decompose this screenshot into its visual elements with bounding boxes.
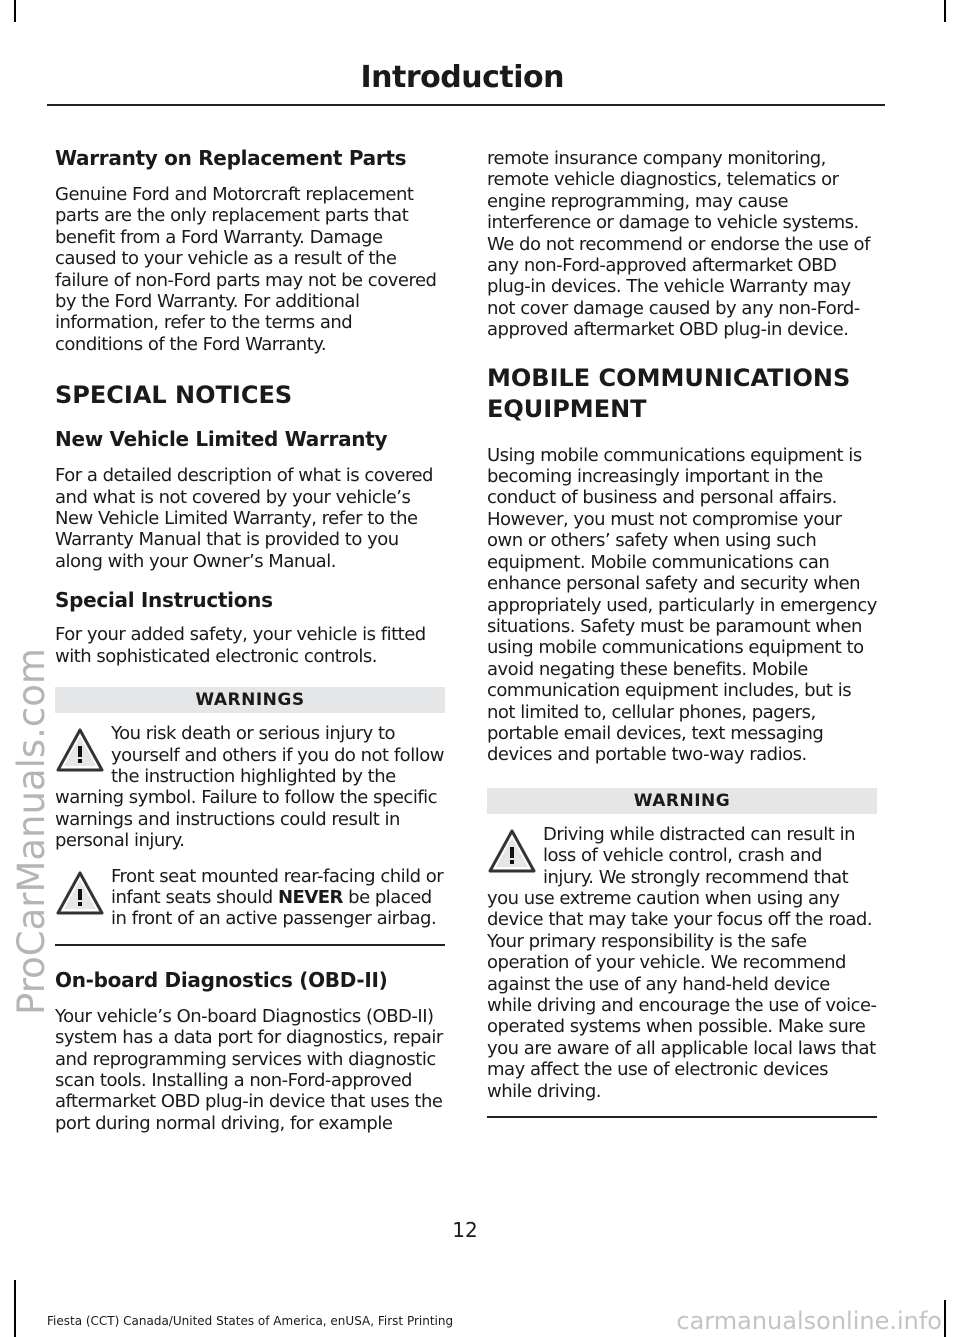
warning-triangle-icon xyxy=(55,870,105,916)
special-instructions-heading: Special Instructions xyxy=(55,588,273,613)
special-instructions-body: For your added safety, your vehicle is fitted with sophisticated electronic controls. xyxy=(55,624,426,667)
special-notices-heading: SPECIAL NOTICES xyxy=(55,381,293,410)
mobile-body: Using mobile communications equipment is becoming increasingly important in the conduct of business and personal affairs. However, you must not compromise your own or others’ safety when using such equipment. Mobile communications can enhance personal safety and security when appropriately used, particularly in emergency situations. Safety must be paramount when using mobile communications equipment to avoid negating these benefits. Mobile communication equipment includes, but is not limited to, cellular phones, pagers, portable email devices, text messaging devices and portable two-way radios. xyxy=(487,444,877,766)
mobile-heading-line2: EQUIPMENT xyxy=(487,394,647,423)
page-number: 12 xyxy=(452,1218,478,1242)
warning-item xyxy=(55,723,445,851)
page-title: Introduction xyxy=(360,60,564,95)
warning-triangle-icon xyxy=(487,828,537,874)
warning-text: be placed in front of an active passenger airbag. xyxy=(111,886,437,930)
warning-text: You risk death or serious injury to yourself and others if you do not follow the instruction highlighted by the warning symbol. Failure to follow the specific warnings and instructions could result in personal injury. xyxy=(55,723,444,852)
mobile-heading-line1: MOBILE COMMUNICATIONS xyxy=(487,363,851,392)
obd-continued: remote insurance company monitoring, remote vehicle diagnostics, telematics or engine reprogramming, may cause interference or damage to vehicle systems. We do not recommend or endorse the use of any non-Ford-approved aftermarket OBD plug-in devices. The vehicle Warranty may not cover damage caused by any non-Ford-approved aftermarket OBD plug-in device. xyxy=(487,148,870,341)
warning-label: WARNING xyxy=(487,788,877,814)
crop-mark xyxy=(14,1280,16,1337)
warning-item xyxy=(487,824,877,1102)
bottom-watermark: carmanualsonline.info xyxy=(676,1307,942,1335)
footer-text: Fiesta (CCT) Canada/United States of America, enUSA, First Printing xyxy=(47,1314,454,1328)
crop-mark xyxy=(944,0,946,22)
right-column xyxy=(487,140,877,1118)
crop-mark xyxy=(14,0,16,22)
warranty-heading: Warranty on Replacement Parts xyxy=(55,146,407,170)
warning-emphasis: NEVER xyxy=(277,886,343,908)
warranty-body: Genuine Ford and Motorcraft replacement parts are the only replacement parts that benefit from a Ford Warranty. Damage caused to your vehicle as a result of the failure of non-Ford parts may not be covered by the Ford Warranty. For additional information, refer to the terms and conditions of the Ford Warranty. xyxy=(55,184,437,355)
warnings-label: WARNINGS xyxy=(55,687,445,713)
warning-text: Front seat mounted rear-facing child or infant seats should xyxy=(111,865,444,908)
warning-text: Driving while distracted can result in loss of vehicle control, crash and injury. We strongly recommend that you use extreme caution when using any device that may take your focus off the road. Your primary responsibility is the safe operation of your vehicle. We recommend against the use of any hand-held device while driving and encourage the use of voice-operated systems when possible. Make sure you are aware of all applicable local laws that may affect the use of electronic devices while driving. xyxy=(487,823,877,1102)
side-watermark: ProCarManuals.com xyxy=(9,648,53,1015)
warning-item xyxy=(55,866,445,930)
crop-mark xyxy=(944,1300,946,1337)
obd-body: Your vehicle’s On-board Diagnostics (OBD-II) system has a data port for diagnostics, repair and reprogramming services with diagnostic scan tools. Installing a non-Ford-approved aftermarket OBD plug-in device that uses the port during normal driving, for example xyxy=(55,1005,443,1134)
warnings-divider xyxy=(55,944,445,946)
warning-divider xyxy=(487,1116,877,1118)
warning-triangle-icon xyxy=(55,727,105,773)
mobile-heading xyxy=(487,363,877,425)
limited-warranty-body: For a detailed description of what is covered and what is not covered by your vehicle’s New Vehicle Limited Warranty, refer to the Warranty Manual that is provided to you along with your Owner’s Manual. xyxy=(55,465,433,572)
obd-heading: On-board Diagnostics (OBD-II) xyxy=(55,967,388,992)
left-column xyxy=(55,140,445,1134)
header-divider xyxy=(47,104,885,106)
limited-warranty-heading: New Vehicle Limited Warranty xyxy=(55,427,388,452)
